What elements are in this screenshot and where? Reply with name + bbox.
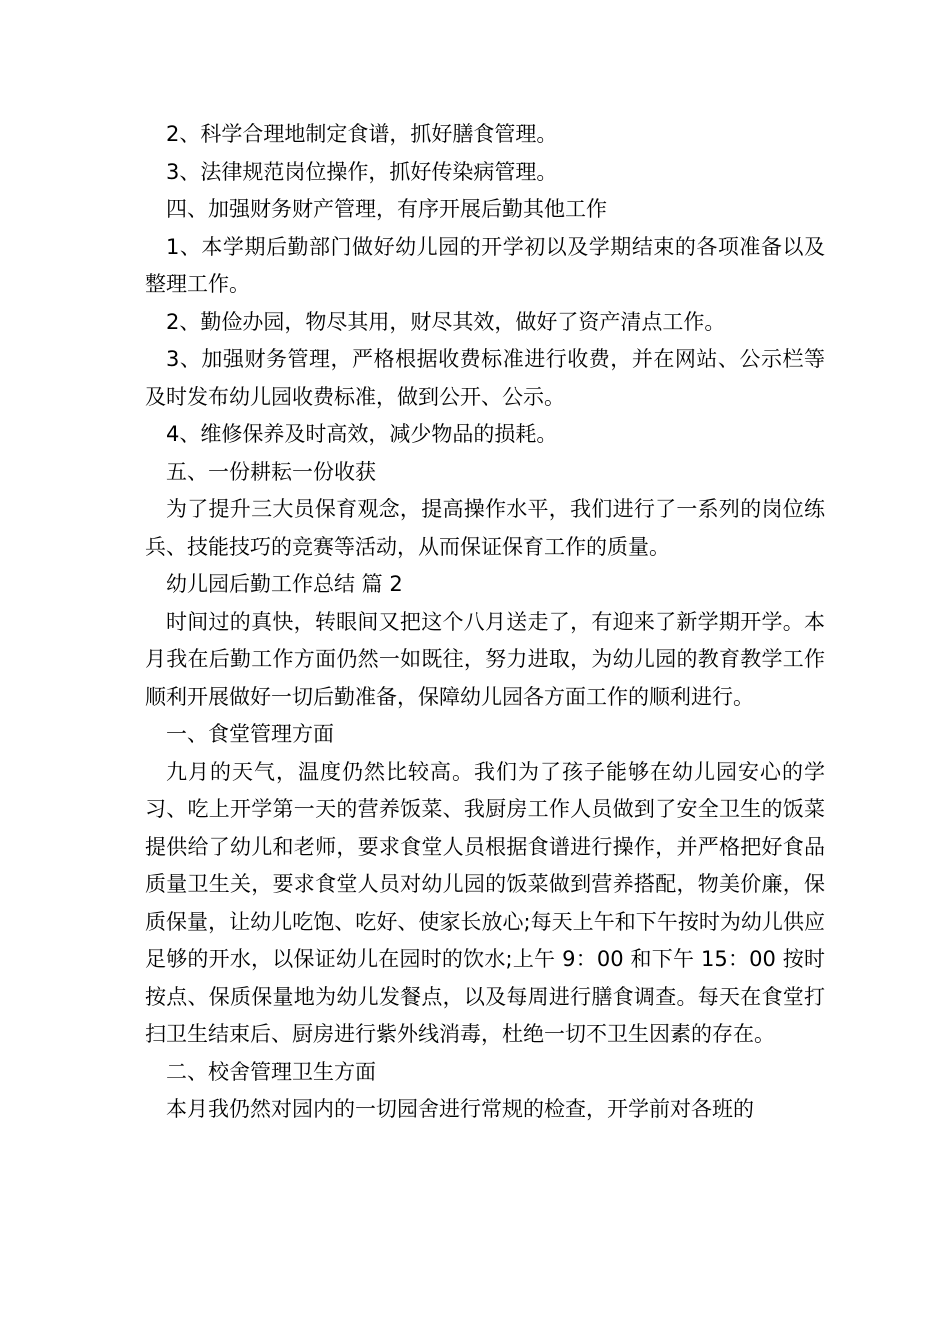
section-heading-harvest: 五、一份耕耘一份收获 xyxy=(166,459,376,484)
document-body xyxy=(145,116,825,1129)
list-item-disease-management: 3、法律规范岗位操作，抓好传染病管理。 xyxy=(166,159,558,184)
list-item-menu-planning: 2、科学合理地制定食谱，抓好膳食管理。 xyxy=(166,122,558,146)
list-item-maintenance: 4、维修保养及时高效，减少物品的损耗。 xyxy=(166,422,558,446)
body-paragraph-canteen: 九月的天气，温度仍然比较高。我们为了孩子能够在幼儿园安心的学习、吃上开学第一天的营养饭菜、我厨房工作人员做到了安全卫生的饭菜提供给了幼儿和老师，要求食堂人员根据食谱进行操作，并严格把好食品质量卫生关，要求食堂人员对幼儿园的饭菜做到营养搭配，物美价廉，保质保量，让幼儿吃饱、吃好、使家长放心;每天上午和下午按时为幼儿供应足够的开水，以保证幼儿在园时的饮水;上午 9：00 和下午 15：00 按时按点、保质保量地为幼儿发餐点，以及每周进行膳食调查。每天在食堂打扫卫生结束后、厨房进行紫外线消毒，杜绝一切不卫生因素的存在。 xyxy=(145,759,825,1046)
body-paragraph-school-building: 本月我仍然对园内的一切园舍进行常规的检查，开学前对各班的 xyxy=(166,1097,754,1121)
list-item-fee-management: 3、加强财务管理，严格根据收费标准进行收费，并在网站、公示栏等及时发布幼儿园收费标准，做到公开、公示。 xyxy=(145,347,825,409)
body-paragraph-intro: 时间过的真快，转眼间又把这个八月送走了，有迎来了新学期开学。本月我在后勤工作方面仍然一如既往，努力进取，为幼儿园的教育教学工作顺利开展做好一切后勤准备，保障幼儿园各方面工作的顺利进行。 xyxy=(145,609,825,709)
article-title-part-2: 幼儿园后勤工作总结 篇 2 xyxy=(166,572,403,596)
list-item-thrift: 2、勤俭办园，物尽其用，财尽其效，做好了资产清点工作。 xyxy=(166,309,726,334)
section-heading-finance: 四、加强财务财产管理，有序开展后勤其他工作 xyxy=(166,197,607,221)
section-heading-canteen: 一、食堂管理方面 xyxy=(166,722,334,746)
body-paragraph-training: 为了提升三大员保育观念，提高操作水平，我们进行了一系列的岗位练兵、技能技巧的竞赛等活动，从而保证保育工作的质量。 xyxy=(145,497,825,559)
list-item-semester-preparation: 1、本学期后勤部门做好幼儿园的开学初以及学期结束的各项准备以及整理工作。 xyxy=(145,234,825,296)
section-heading-school-building: 二、校舍管理卫生方面 xyxy=(166,1059,376,1084)
